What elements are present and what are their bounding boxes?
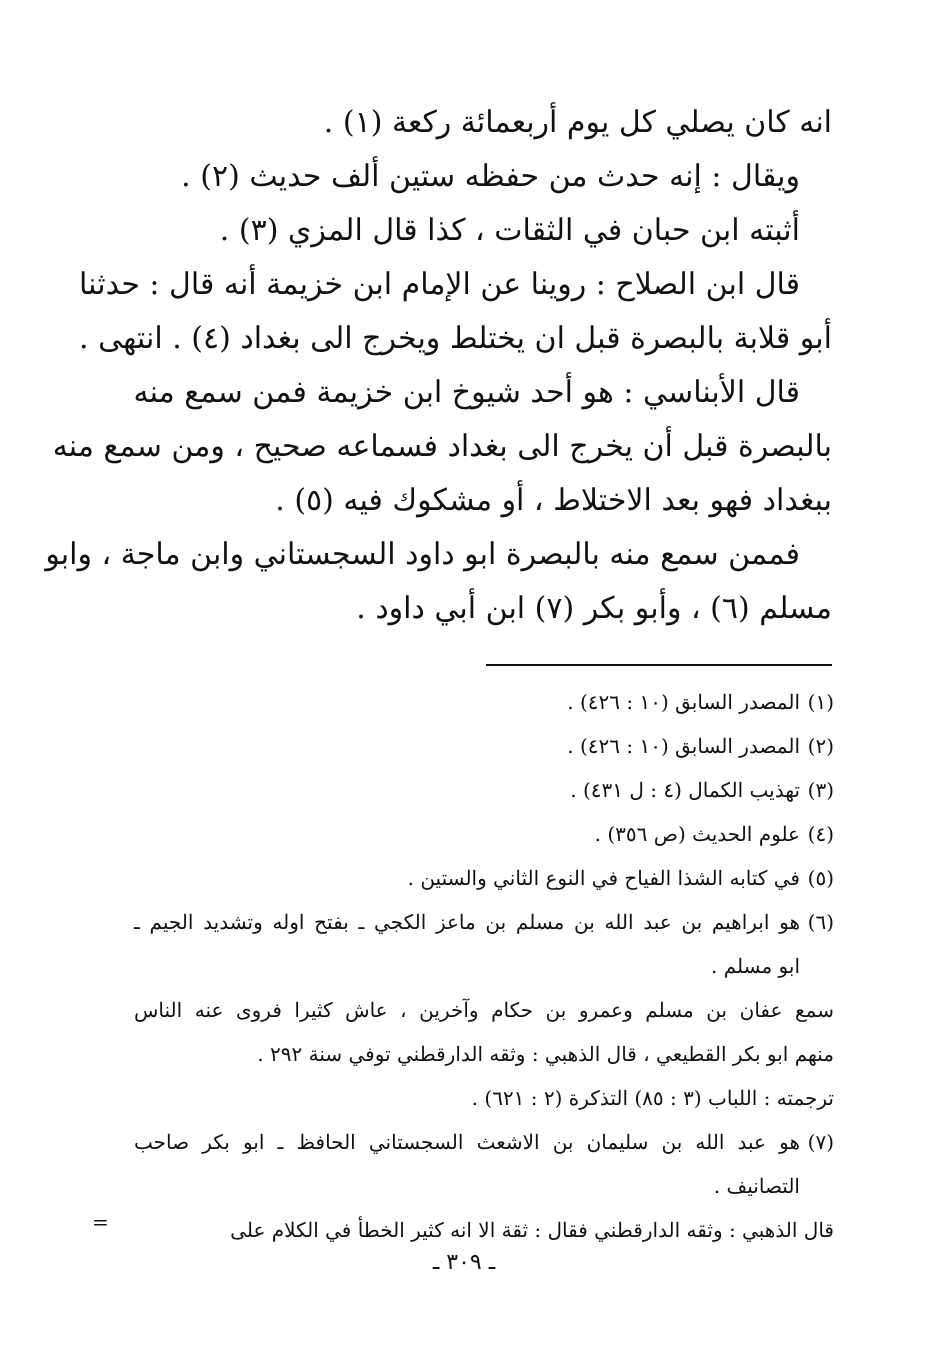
text-line: انه كان يصلي كل يوم أربعمائة ركعة (١) . [323, 105, 832, 140]
footnote-text: في كتابه الشذا الفياح في النوع الثاني والستين . [407, 866, 800, 890]
footnote-continuation: سمع عفان بن مسلم وعمرو بن حكام وآخرين ، عاش كثيرا فروى عنه الناس [134, 998, 834, 1022]
footnote-text: تهذيب الكمال (٤ : ل ٤٣١) . [570, 778, 800, 802]
text-line: ويقال : إنه حدث من حفظه ستين ألف حديث (٢) . [181, 159, 800, 194]
footnote-number: (٢) [807, 734, 834, 758]
text-line: بالبصرة قبل أن يخرج الى بغداد فسماعه صحيح ، ومن سمع منه [52, 429, 832, 464]
text-line: أثبته ابن حبان في الثقات ، كذا قال المزي (٣) . [219, 213, 800, 248]
footnotes [134, 680, 834, 1252]
footnote [134, 900, 834, 944]
footnote-continuation: قال الذهبي : وثقه الدارقطني فقال : ثقة الا انه كثير الخطأ في الكلام على [230, 1218, 834, 1242]
footnote-number: (٣) [807, 778, 834, 802]
text-line: أبو قلابة بالبصرة قبل ان يختلط ويخرج الى بغداد (٤) . انتهى . [79, 321, 832, 356]
footnote-number: (١) [807, 690, 834, 714]
footnote-continuation: التصانيف . [713, 1174, 800, 1198]
footnote-continuation: منهم ابو بكر القطيعي ، قال الذهبي : وثقه الدارقطني توفي سنة ٢٩٢ . [257, 1042, 834, 1066]
text-line: ببغداد فهو بعد الاختلاط ، أو مشكوك فيه (٥) . [275, 483, 832, 518]
footnote-continuation: ترجمته : اللباب (٣ : ٨٥) التذكرة (٢ : ٦٢١) . [471, 1086, 834, 1110]
footnote-number: (٧) [807, 1130, 834, 1154]
page-number: ـ ٣٠٩ ـ [432, 1250, 496, 1275]
footnote-text: المصدر السابق (١٠ : ٤٢٦) . [567, 690, 800, 714]
footnote [134, 812, 834, 856]
footnote-number: (٦) [807, 910, 834, 934]
footnote-text: علوم الحديث (ص ٣٥٦) . [594, 822, 800, 846]
text-line: قال ابن الصلاح : روينا عن الإمام ابن خزيمة أنه قال : حدثنا [79, 267, 800, 302]
footnote [134, 680, 834, 724]
continuation-mark: = [92, 1210, 109, 1234]
text-line: مسلم (٦) ، وأبو بكر (٧) ابن أبي داود . [356, 591, 832, 626]
footnote-number: (٥) [807, 866, 834, 890]
footnote-text: هو عبد الله بن سليمان بن الاشعث السجستاني الحافظ ـ ابو بكر صاحب [134, 1130, 800, 1154]
footnote-continuation: ابو مسلم . [710, 954, 800, 978]
text-line: فممن سمع منه بالبصرة ابو داود السجستاني وابن ماجة ، وابو [45, 537, 800, 572]
footnote-number: (٤) [807, 822, 834, 846]
footnote [134, 1120, 834, 1164]
footnote [134, 768, 834, 812]
footnote-separator [486, 664, 832, 666]
footnote [134, 724, 834, 768]
main-text [45, 96, 832, 636]
text-line: قال الأبناسي : هو أحد شيوخ ابن خزيمة فمن سمع منه [133, 375, 800, 410]
footnote-text: المصدر السابق (١٠ : ٤٢٦) . [567, 734, 800, 758]
footnote-text: هو ابراهيم بن عبد الله بن مسلم بن ماعز الكجي ـ بفتح اوله وتشديد الجيم ـ [134, 910, 800, 934]
footnote [134, 856, 834, 900]
